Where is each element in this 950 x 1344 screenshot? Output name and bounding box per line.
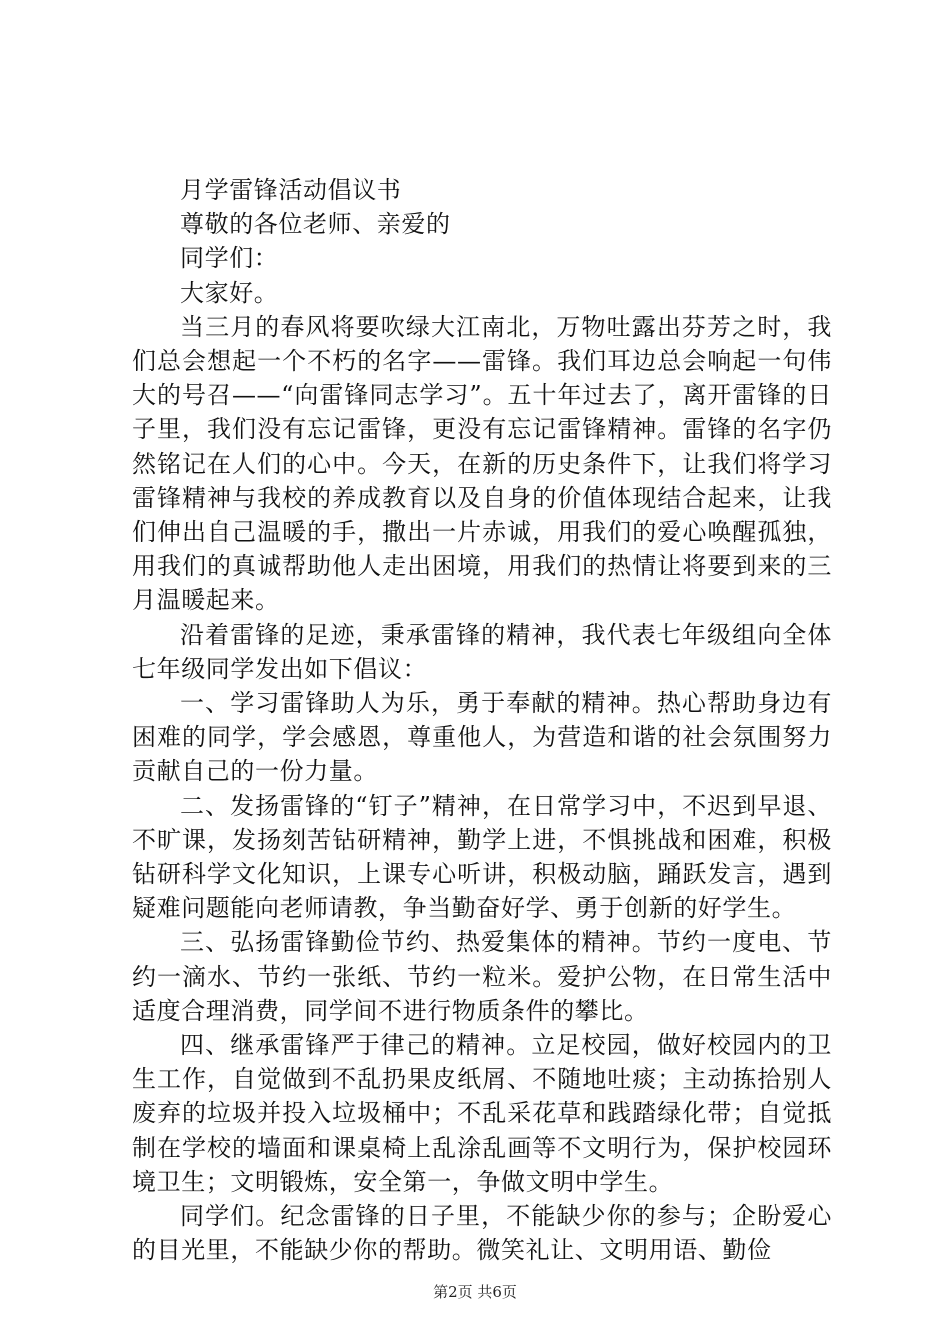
paragraph-closing: 同学们。纪念雷锋的日子里，不能缺少你的参与；企盼爱心的目光里，不能缺少你的帮助。微笑礼让、文明用语、勤俭 (132, 1202, 832, 1265)
paragraph-intro: 当三月的春风将要吹绿大江南北，万物吐露出芬芳之时，我们总会想起一个不朽的名字——雷锋。我们耳边总会响起一句伟大的号召——“向雷锋同志学习”。五十年过去了，离开雷锋的日子里，我们没有忘记雷锋，更没有忘记雷锋精神。雷锋的名字仍然铭记在人们的心中。今天，在新的历史条件下，让我们将学习雷锋精神与我校的养成教育以及自身的价值体现结合起来，让我们伸出自己温暖的手，撒出一片赤诚，用我们的爱心唤醒孤独，用我们的真诚帮助他人走出困境，用我们的热情让将要到来的三月温暖起来。 (132, 312, 832, 615)
paragraph-proposal: 沿着雷锋的足迹，秉承雷锋的精神，我代表七年级组向全体七年级同学发出如下倡议： (132, 620, 832, 683)
salutation-teachers: 尊敬的各位老师、亲爱的 (180, 210, 451, 239)
paragraph-item-2: 二、发扬雷锋的“钉子”精神，在日常学习中，不迟到早退、不旷课，发扬刻苦钻研精神，勤学上进，不惧挑战和困难，积极钻研科学文化知识，上课专心听讲，积极动脑，踊跃发言，遇到疑难问题能向老师请教，争当勤奋好学、勇于创新的好学生。 (132, 791, 832, 923)
greeting: 大家好。 (180, 278, 279, 307)
salutation-students: 同学们： (180, 244, 279, 273)
document-body (132, 173, 832, 1268)
paragraph-item-1: 一、学习雷锋助人为乐，勇于奉献的精神。热心帮助身边有困难的同学，学会感恩，尊重他人，为营造和谐的社会氛围努力贡献自己的一份力量。 (132, 689, 832, 786)
paragraph-item-3: 三、弘扬雷锋勤俭节约、热爱集体的精神。节约一度电、节约一滴水、节约一张纸、节约一粒米。爱护公物，在日常生活中适度合理消费，同学间不进行物质条件的攀比。 (132, 928, 832, 1025)
page-number-footer: 第2页 共6页 (433, 1283, 517, 1301)
document-title: 月学雷锋活动倡议书 (180, 176, 402, 204)
paragraph-item-4: 四、继承雷锋严于律己的精神。立足校园，做好校园内的卫生工作，自觉做到不乱扔果皮纸屑、不随地吐痰；主动拣拾别人废弃的垃圾并投入垃圾桶中；不乱采花草和践踏绿化带；自觉抵制在学校的墙面和课桌椅上乱涂乱画等不文明行为，保护校园环境卫生；文明锻炼，安全第一，争做文明中学生。 (132, 1031, 832, 1196)
